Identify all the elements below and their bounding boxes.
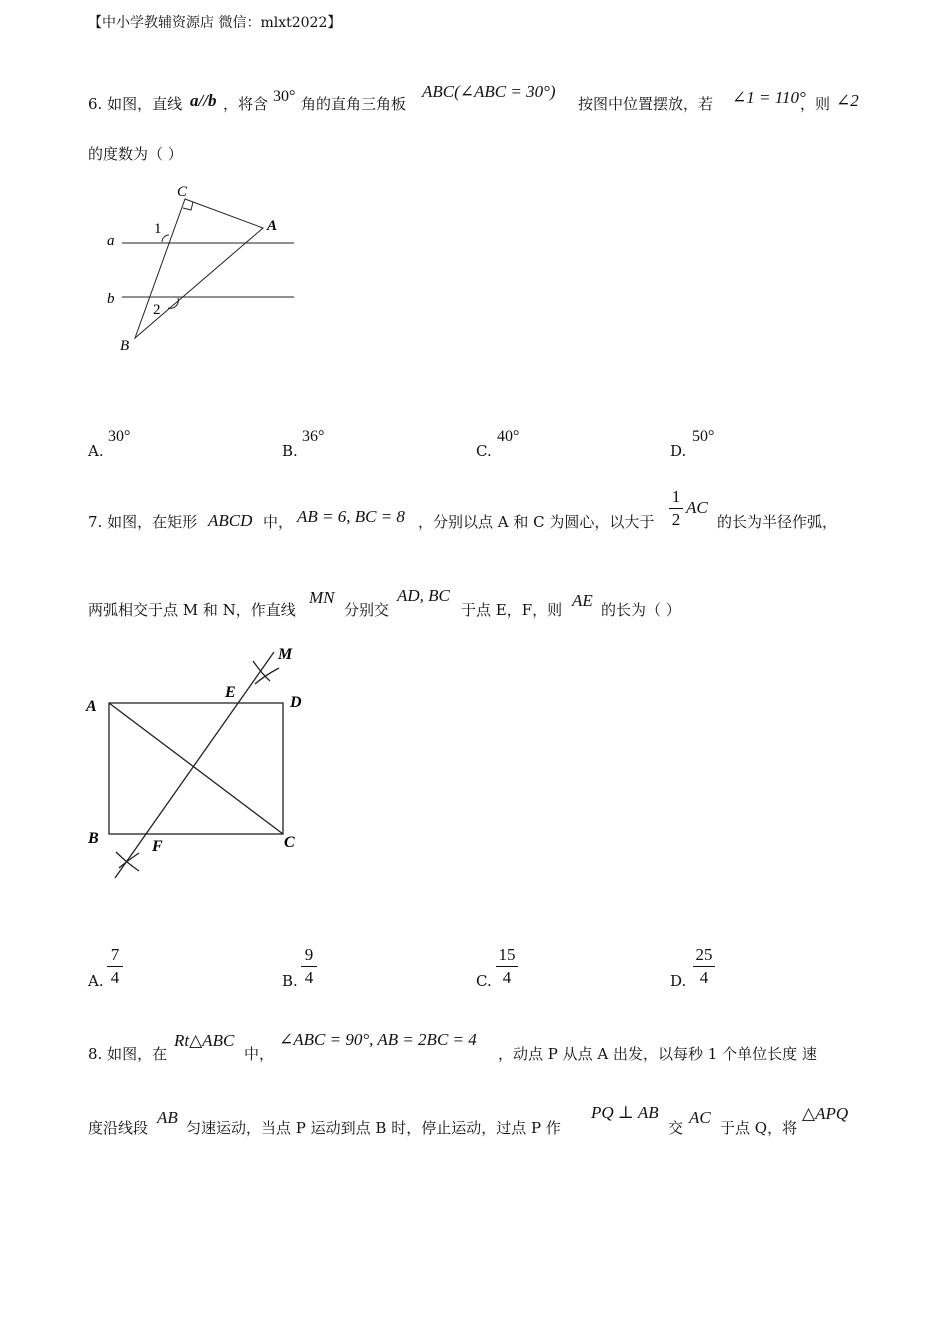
q6-text-d: 按图中位置摆放，若 (578, 95, 714, 113)
q7-label-f: F (152, 838, 163, 855)
q6-option-c-label[interactable]: C. (476, 442, 492, 460)
q8-ab: AB (157, 1108, 178, 1127)
q6-option-b-value: 36° (302, 428, 325, 445)
q7-text-d: 的长为半径作弧， (717, 513, 838, 531)
q6-angle2: ∠2 (836, 91, 859, 110)
q7-option-b-bar (301, 966, 317, 967)
q7-option-c-bar (496, 966, 518, 967)
q7-line-mn (115, 652, 274, 878)
q7-arc-m2 (255, 668, 279, 684)
q6-angle1-arc (162, 235, 169, 242)
q7-label-e: E (225, 684, 236, 701)
q7-option-d-label[interactable]: D. (670, 972, 687, 990)
q8-text-c: ，动点 P 从点 A 出发，以每秒 1 个单位长度 速 (498, 1045, 817, 1063)
q8-apq: △APQ (802, 1104, 849, 1123)
q7-text-line2-a: 两弧相交于点 M 和 N，作直线 (88, 601, 296, 619)
q6-label-2: 2 (153, 302, 161, 318)
q8-ac: AC (689, 1108, 711, 1127)
q7-figure (80, 640, 320, 885)
q6-text-line2: 的度数为（ ） (88, 145, 183, 163)
q7-text-line2-d: 的长为（ ） (601, 601, 681, 619)
q7-option-c-fraction (496, 945, 518, 988)
q6-label-b-point: B (120, 338, 130, 354)
q7-label-m: M (278, 646, 293, 663)
page-header: 【中小学教辅资源店 微信：mlxt2022】 (88, 15, 342, 31)
q6-option-d-value: 50° (692, 428, 715, 445)
q7-arc-n2 (119, 853, 139, 868)
q6-deg30: 30° (273, 88, 296, 105)
q7-option-b-num: 9 (304, 945, 314, 964)
q7-option-c-den: 4 (502, 968, 512, 987)
q6-option-d-label[interactable]: D. (670, 442, 687, 460)
q7-rect: ABCD (208, 511, 253, 530)
q7-option-c-label[interactable]: C. (476, 972, 492, 990)
q6-option-a-value: 30° (108, 428, 131, 445)
q7-option-c-num: 15 (498, 945, 516, 964)
q7-option-a-num: 7 (110, 945, 120, 964)
q6-right-angle (183, 202, 193, 210)
q7-half-fraction (669, 487, 683, 530)
q6-angle1: ∠1 = 110° (732, 88, 806, 107)
q6-option-b-label[interactable]: B. (282, 442, 298, 460)
q7-label-c: C (284, 834, 295, 851)
q7-option-d-bar (693, 966, 715, 967)
q7-diagonal-ac (109, 703, 283, 834)
q6-option-c-value: 40° (497, 428, 520, 445)
q8-rt-triangle: Rt△ABC (174, 1031, 235, 1050)
q8-text-line2-a: 度沿线段 (88, 1119, 149, 1137)
q7-sides: AB = 6, BC = 8 (297, 507, 405, 526)
q6-angle2-arc (168, 298, 178, 308)
q7-half-den: 2 (671, 510, 681, 529)
q7-option-d-fraction (693, 945, 715, 988)
q6-label-a-point: A (267, 218, 278, 234)
q6-label-line-b: b (107, 291, 115, 307)
q6-option-a-label[interactable]: A. (88, 442, 104, 460)
q7-label-a: A (86, 698, 97, 715)
q7-label-d: D (290, 694, 302, 711)
q7-text-c: ，分别以点 A 和 C 为圆心，以大于 (418, 513, 655, 531)
q8-text-line2-c: 交 (668, 1119, 684, 1137)
q6-text-a: 6. 如图，直线 (88, 95, 183, 113)
q7-option-a-bar (107, 966, 123, 967)
q7-option-b-fraction (301, 945, 317, 988)
q7-ae: AE (572, 591, 593, 610)
q6-label-1: 1 (154, 221, 162, 237)
q8-text-line2-b: 匀速运动，当点 P 运动到点 B 时，停止运动，过点 P 作 (186, 1119, 561, 1137)
q7-half-bar (669, 508, 683, 509)
q8-text-a: 8. 如图，在 (88, 1045, 168, 1063)
q6-label-line-a: a (107, 233, 115, 249)
q7-ac: AC (686, 498, 708, 517)
q8-text-b: 中， (244, 1045, 275, 1063)
q7-label-b: B (88, 830, 99, 847)
q7-option-a-den: 4 (110, 968, 120, 987)
q6-triangle: ABC(∠ABC = 30°) (422, 82, 556, 101)
q7-option-b-den: 4 (304, 968, 314, 987)
q7-text-line2-c: 于点 E，F，则 (461, 601, 563, 619)
q6-parallel: a//b (190, 91, 217, 110)
q7-text-b: 中， (263, 513, 294, 531)
q7-text-a: 7. 如图，在矩形 (88, 513, 198, 531)
q7-option-b-label[interactable]: B. (282, 972, 298, 990)
q7-option-d-den: 4 (699, 968, 709, 987)
q7-option-a-label[interactable]: A. (88, 972, 104, 990)
q7-adbc: AD, BC (397, 586, 450, 605)
q7-half-num: 1 (671, 487, 681, 506)
q6-text-e: ，则 (800, 95, 831, 113)
q7-option-a-fraction (107, 945, 123, 988)
q6-figure (100, 178, 310, 358)
q8-text-line2-d: 于点 Q，将 (720, 1119, 798, 1137)
q6-text-b: ，将含 (223, 95, 269, 113)
q6-label-c: C (177, 184, 188, 200)
q8-perpendicular: PQ ⊥ AB (591, 1103, 659, 1122)
q7-mn: MN (309, 588, 335, 607)
q7-text-line2-b: 分别交 (344, 601, 390, 619)
q7-option-d-num: 25 (695, 945, 713, 964)
q6-text-c: 角的直角三角板 (301, 95, 407, 113)
q8-condition: ∠ABC = 90°, AB = 2BC = 4 (279, 1030, 477, 1049)
